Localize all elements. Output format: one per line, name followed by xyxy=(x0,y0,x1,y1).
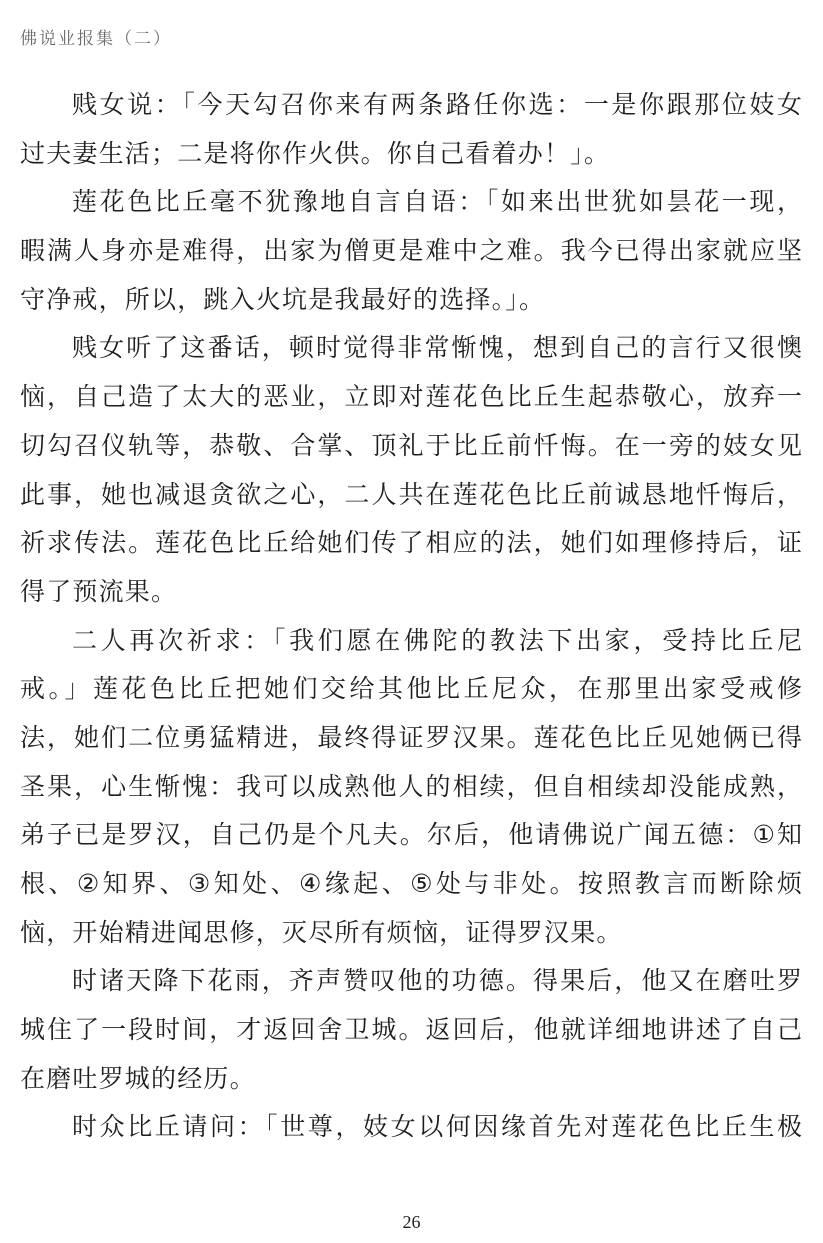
text-line: 城住了一段时间，才返回舍卫城。返回后，他就详细地讲述了自己 xyxy=(20,1015,802,1045)
text-line: 二人再次祈求：「我们愿在佛陀的教法下出家，受持比丘尼 xyxy=(72,625,802,655)
text-line: 莲花色比丘毫不犹豫地自言自语：「如来出世犹如昙花一现， xyxy=(72,187,802,217)
text-line: 弟子已是罗汉，自己仍是个凡夫。尔后，他请佛说广闻五德：①知 xyxy=(20,820,802,850)
text-line: 祈求传法。莲花色比丘给她们传了相应的法，她们如理修持后，证 xyxy=(20,528,802,558)
text-line: 暇满人身亦是难得，出家为僧更是难中之难。我今已得出家就应坚 xyxy=(20,236,802,266)
text-line: 时诸天降下花雨，齐声赞叹他的功德。得果后，他又在磨吐罗 xyxy=(72,966,802,996)
text-line: 圣果，心生惭愧：我可以成熟他人的相续，但自相续却没能成熟， xyxy=(20,771,802,801)
text-line: 恼，自己造了太大的恶业，立即对莲花色比丘生起恭敬心，放弃一 xyxy=(20,382,802,412)
text-line: 切勾召仪轨等，恭敬、合掌、顶礼于比丘前忏悔。在一旁的妓女见 xyxy=(20,430,802,460)
text-line: 贱女说：「今天勾召你来有两条路任你选：一是你跟那位妓女 xyxy=(72,90,802,119)
text-line: 根、②知界、③知处、④缘起、⑤处与非处。按照教言而断除烦 xyxy=(20,869,802,898)
page-number: 26 xyxy=(402,1212,421,1232)
text-line: 恼，开始精进闻思修，灭尽所有烦恼，证得罗汉果。 xyxy=(20,917,623,947)
text-line: 法，她们二位勇猛精进，最终得证罗汉果。莲花色比丘见她俩已得 xyxy=(20,722,802,752)
text-line: 守净戒，所以，跳入火坑是我最好的选择。」。 xyxy=(20,284,546,314)
body-text xyxy=(20,81,802,1152)
text-line: 贱女听了这番话，顿时觉得非常惭愧，想到自己的言行又很懊 xyxy=(72,333,802,363)
text-line: 在磨吐罗城的经历。 xyxy=(20,1063,256,1093)
text-line: 时众比丘请问：「世尊，妓女以何因缘首先对莲花色比丘生极 xyxy=(72,1112,802,1142)
text-line: 得了预流果。 xyxy=(20,576,178,606)
text-line: 戒。」莲花色比丘把她们交给其他比丘尼众，在那里出家受戒修 xyxy=(20,674,802,704)
running-header-title: 佛说业报集（二） xyxy=(20,29,172,49)
text-line: 此事，她也减退贪欲之心，二人共在莲花色比丘前诚恳地忏悔后， xyxy=(20,479,802,509)
text-line: 过夫妻生活；二是将你作火供。你自己看着办！」。 xyxy=(20,138,611,168)
